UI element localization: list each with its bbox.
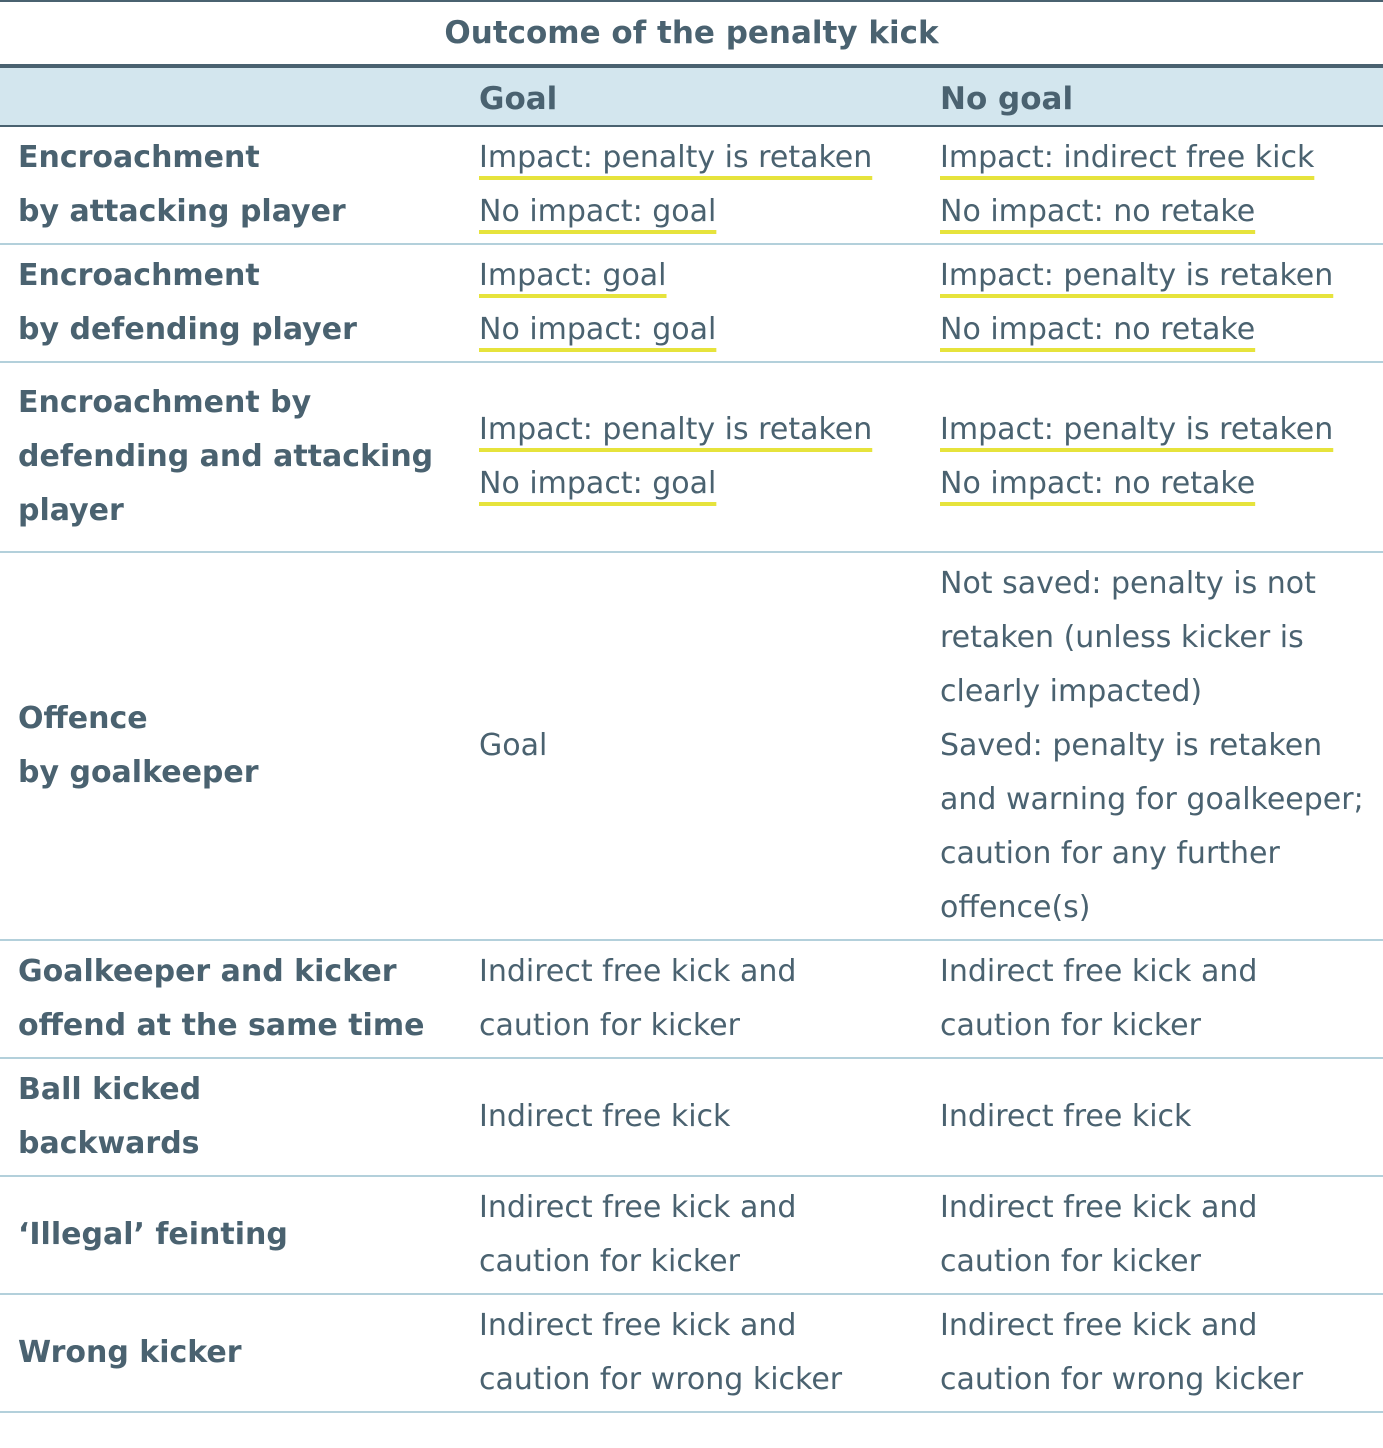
outcome-text: Indirect free kick and: [479, 954, 797, 989]
table-caption: Outcome of the penalty kick: [0, 0, 1383, 64]
offence-text: backwards: [18, 1126, 200, 1161]
offence-cell: [18, 553, 458, 939]
offence-text: by attacking player: [18, 194, 346, 229]
offence-cell: [18, 363, 458, 551]
table-row: [0, 553, 1383, 941]
goal-outcome-cell: [479, 363, 924, 551]
outcome-text: caution for kicker: [479, 1244, 740, 1279]
no-goal-outcome-cell: [940, 553, 1380, 939]
outcome-text: caution for wrong kicker: [479, 1362, 843, 1397]
goal-outcome-cell: [479, 553, 924, 939]
no-goal-outcome-cell: [940, 941, 1380, 1057]
table-row: [0, 363, 1383, 553]
highlighted-outcome: Impact: goal: [479, 258, 667, 293]
outcome-text: Indirect free kick: [479, 1099, 731, 1134]
no-goal-outcome-cell: [940, 1177, 1380, 1293]
column-header-no-goal: No goal: [940, 81, 1074, 117]
outcome-line: [479, 457, 924, 511]
outcome-text: Indirect free kick and: [940, 1190, 1258, 1225]
highlighted-outcome: Impact: penalty is retaken: [940, 258, 1334, 293]
outcome-text: retaken (unless kicker is: [940, 620, 1304, 655]
outcome-text: and warning for goalkeeper;: [940, 782, 1364, 817]
offence-text: Encroachment: [18, 140, 260, 175]
no-goal-outcome-cell: [940, 1059, 1380, 1175]
outcome-text: Indirect free kick and: [940, 1308, 1258, 1343]
table-row: [0, 941, 1383, 1059]
outcome-line: [940, 403, 1380, 457]
outcome-text: Indirect free kick and: [479, 1190, 797, 1225]
offence-text: defending and attacking: [18, 439, 434, 474]
offence-text: ‘Illegal’ feinting: [18, 1217, 288, 1252]
offence-cell: [18, 1059, 458, 1175]
outcome-text: Indirect free kick and: [479, 1308, 797, 1343]
offence-text: offend at the same time: [18, 1008, 425, 1043]
highlighted-outcome: Impact: penalty is retaken: [940, 412, 1334, 447]
goal-outcome-cell: [479, 1177, 924, 1293]
highlighted-outcome: No impact: no retake: [940, 312, 1256, 347]
offence-cell: [18, 245, 458, 361]
highlighted-outcome: No impact: goal: [479, 194, 717, 229]
offence-text: player: [18, 493, 124, 528]
no-goal-outcome-cell: [940, 1295, 1380, 1411]
offence-text: Offence: [18, 701, 148, 736]
outcome-line: [479, 403, 924, 457]
offence-cell: [18, 127, 458, 243]
goal-outcome-cell: [479, 245, 924, 361]
outcome-line: [940, 185, 1380, 239]
offence-text: Ball kicked: [18, 1072, 202, 1107]
goal-outcome-cell: [479, 127, 924, 243]
table-row: [0, 1295, 1383, 1413]
table-row: [0, 1059, 1383, 1177]
table-header-row: [0, 64, 1383, 127]
offence-cell: [18, 1295, 458, 1411]
highlighted-outcome: No impact: goal: [479, 312, 717, 347]
outcome-text: caution for kicker: [479, 1008, 740, 1043]
outcome-line: [479, 185, 924, 239]
offence-text: Encroachment: [18, 258, 260, 293]
outcome-text: caution for kicker: [940, 1244, 1201, 1279]
offence-cell: [18, 1177, 458, 1293]
goal-outcome-cell: [479, 941, 924, 1057]
highlighted-outcome: Impact: penalty is retaken: [479, 412, 873, 447]
outcome-line: [479, 131, 924, 185]
outcome-text: Indirect free kick and: [940, 954, 1258, 989]
goal-outcome-cell: [479, 1295, 924, 1411]
no-goal-outcome-cell: [940, 245, 1380, 361]
outcome-text: Saved: penalty is retaken: [940, 728, 1323, 763]
offence-text: by goalkeeper: [18, 755, 259, 790]
outcome-text: clearly impacted): [940, 674, 1203, 709]
offence-text: Goalkeeper and kicker: [18, 954, 397, 989]
outcome-line: [940, 131, 1380, 185]
outcome-text: Indirect free kick: [940, 1099, 1192, 1134]
column-header-goal: Goal: [479, 81, 558, 117]
outcome-text: Not saved: penalty is not: [940, 566, 1316, 601]
table-row: [0, 1177, 1383, 1295]
outcome-line: [940, 249, 1380, 303]
offence-text: Wrong kicker: [18, 1335, 242, 1370]
offence-cell: [18, 941, 458, 1057]
highlighted-outcome: No impact: no retake: [940, 194, 1256, 229]
no-goal-outcome-cell: [940, 127, 1380, 243]
outcome-line: [940, 457, 1380, 511]
offence-text: by defending player: [18, 312, 357, 347]
outcome-text: caution for any further: [940, 836, 1280, 871]
outcome-text: caution for wrong kicker: [940, 1362, 1304, 1397]
outcome-text: caution for kicker: [940, 1008, 1201, 1043]
outcome-line: [479, 303, 924, 357]
highlighted-outcome: No impact: no retake: [940, 466, 1256, 501]
goal-outcome-cell: [479, 1059, 924, 1175]
highlighted-outcome: No impact: goal: [479, 466, 717, 501]
offence-text: Encroachment by: [18, 385, 312, 420]
table-row: [0, 127, 1383, 245]
table-row: [0, 245, 1383, 363]
outcome-text: offence(s): [940, 890, 1091, 925]
outcome-line: [940, 303, 1380, 357]
outcome-text: Goal: [479, 728, 548, 763]
highlighted-outcome: Impact: penalty is retaken: [479, 140, 873, 175]
outcome-line: [479, 249, 924, 303]
no-goal-outcome-cell: [940, 363, 1380, 551]
highlighted-outcome: Impact: indirect free kick: [940, 140, 1315, 175]
